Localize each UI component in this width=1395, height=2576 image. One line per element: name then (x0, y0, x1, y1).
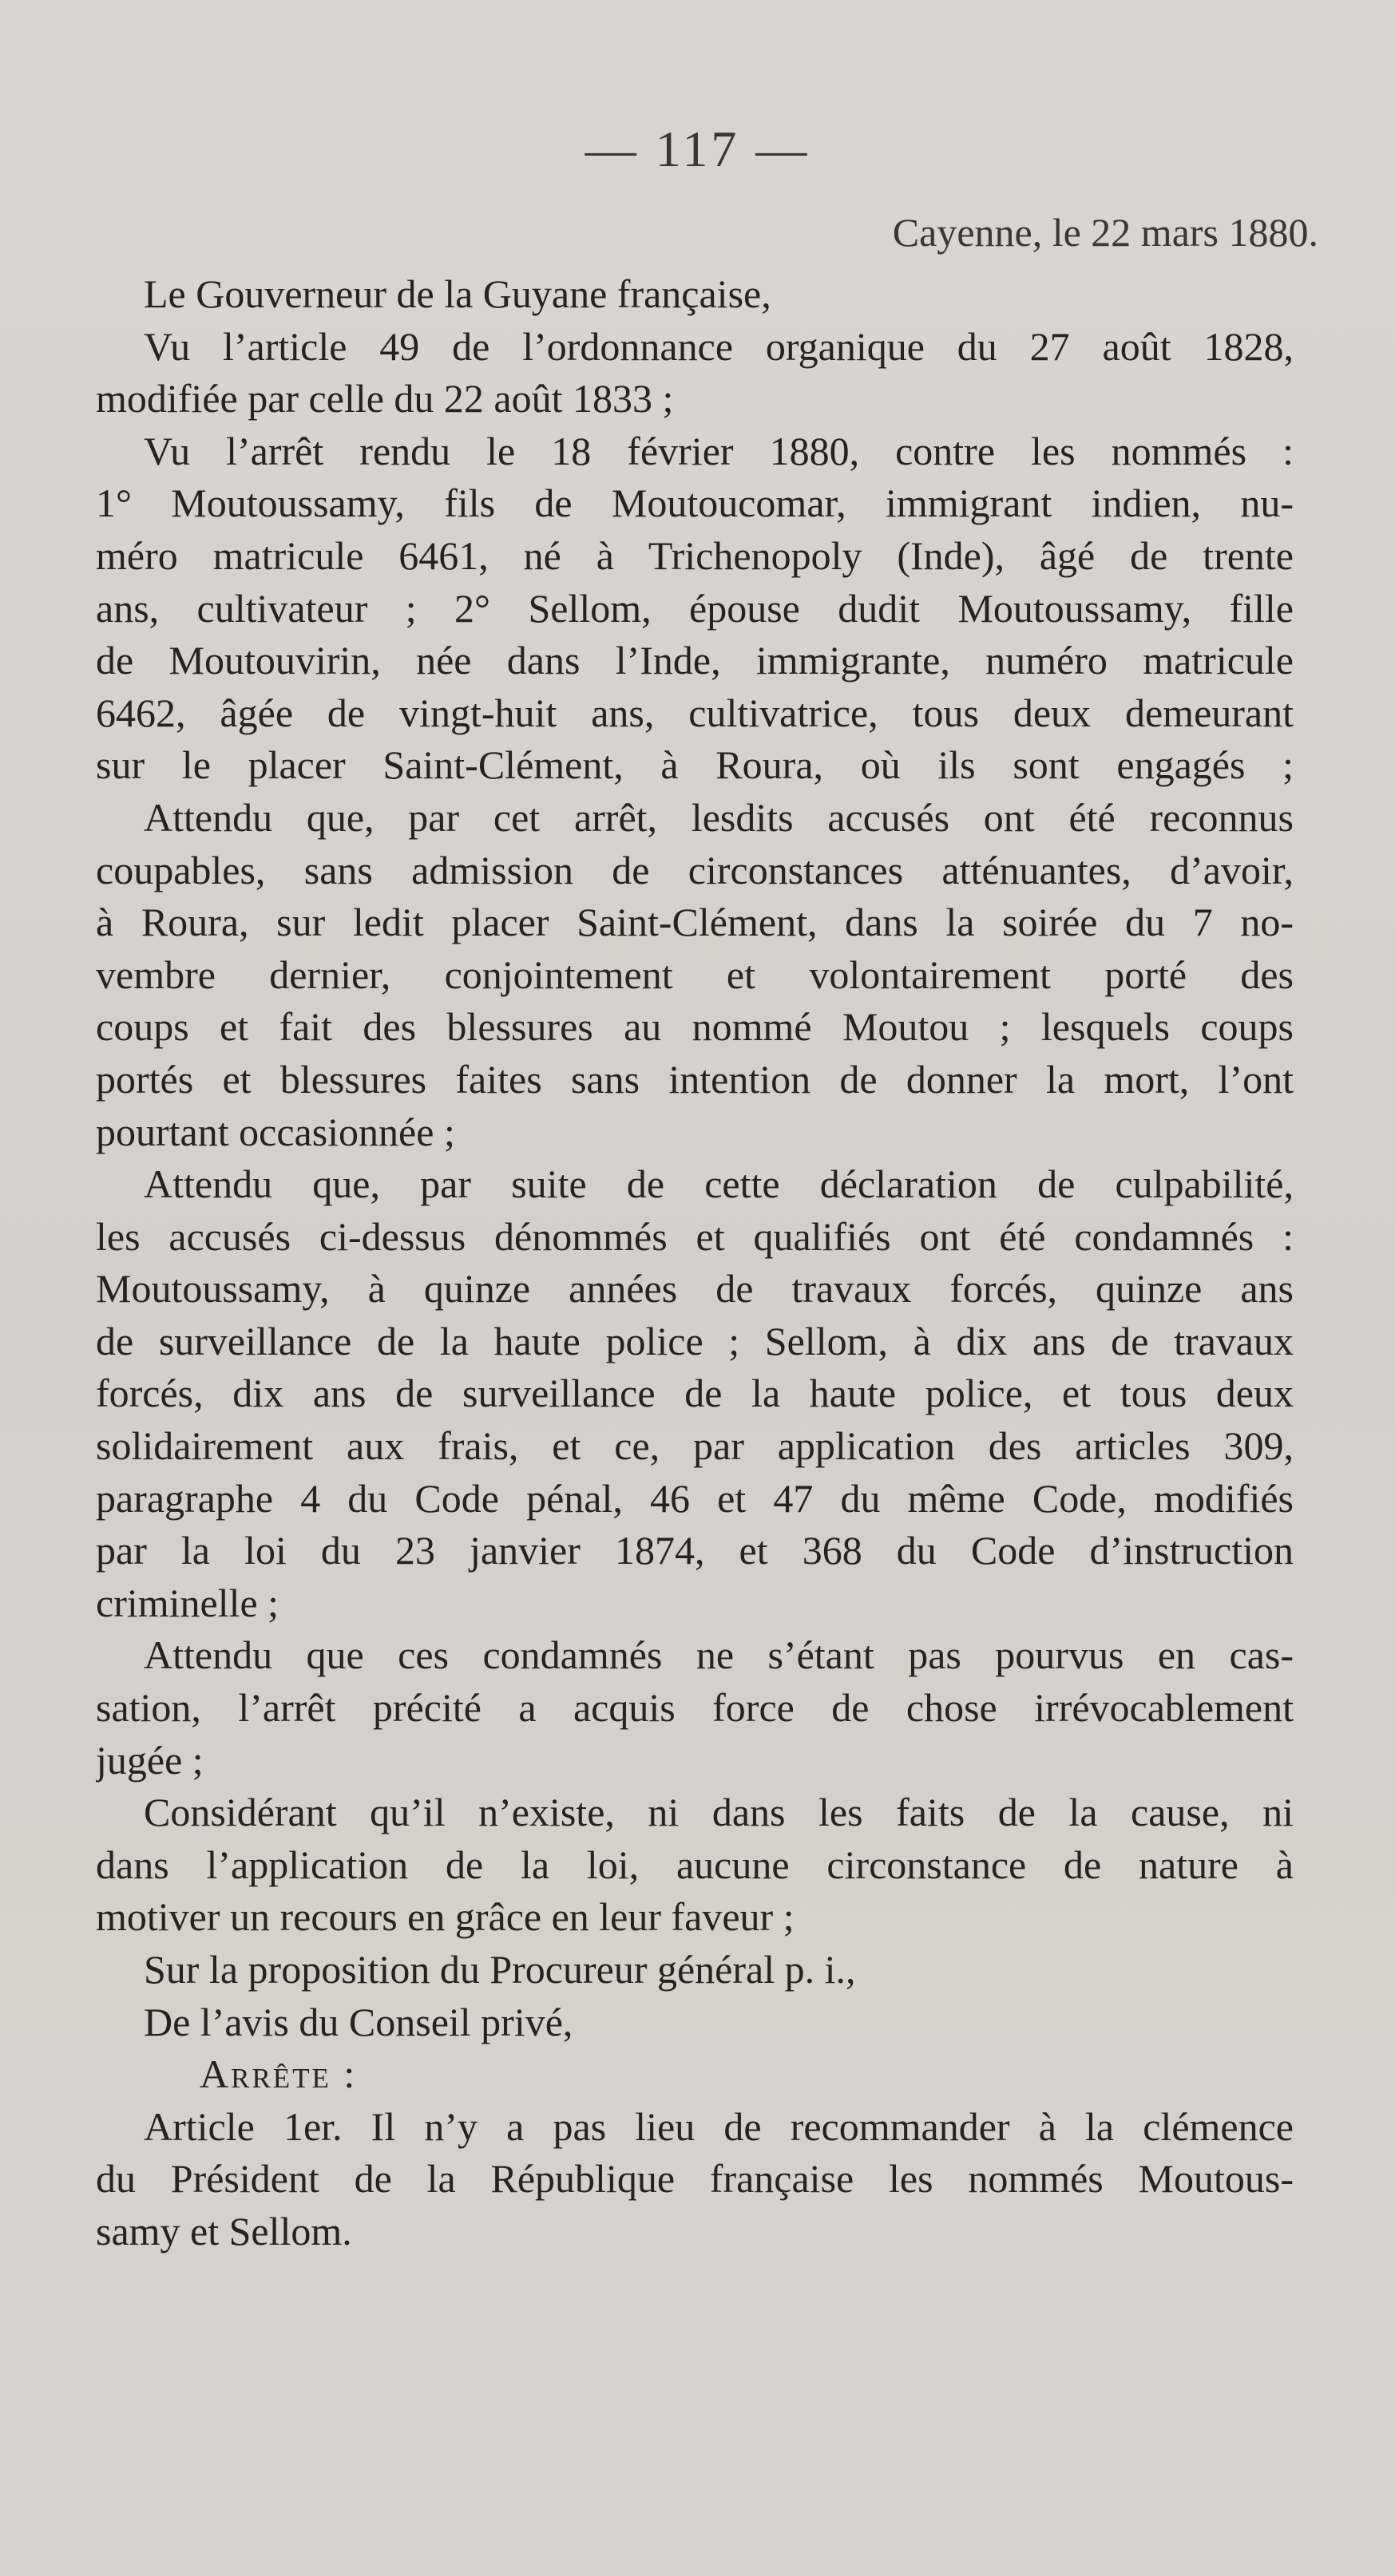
text-line: Vu l’article 49 de l’ordonnance organique du 27 août 1828, (144, 323, 1294, 369)
text-line: pourtant occasionnée ; (96, 1109, 455, 1154)
text-line: de Moutouvirin, née dans l’Inde, immigrante, numéro matricule (96, 638, 1294, 683)
text-line: du Président de la République française les nommés Moutous- (96, 2156, 1294, 2202)
text-line: 6462, âgée de vingt-huit ans, cultivatrice, tous deux demeurant (96, 690, 1294, 735)
text-line: vembre dernier, conjointement et volontairement porté des (96, 952, 1294, 997)
text-line: coupables, sans admission de circonstances atténuantes, d’avoir, (96, 847, 1294, 892)
text-line: Attendu que, par suite de cette déclaration de culpabilité, (144, 1161, 1294, 1207)
text-line: modifiée par celle du 22 août 1833 ; (96, 376, 674, 421)
text-line-article-1: Article 1er. Il n’y a pas lieu de recommander à la clémence (144, 2103, 1294, 2149)
text-line: samy et Sellom. (96, 2208, 352, 2254)
text-line: les accusés ci-dessus dénommés et qualifiés ont été condamnés : (96, 1213, 1294, 1259)
text-line: Attendu que, par cet arrêt, lesdits accusés ont été reconnus (144, 794, 1294, 840)
text-line-gouverneur: Le Gouverneur de la Guyane française, (144, 271, 771, 316)
text-line: de surveillance de la haute police ; Sellom, à dix ans de travaux (96, 1318, 1294, 1363)
text-line: méro matricule 6461, né à Trichenopoly (Inde), âgé de trente (96, 532, 1294, 578)
text-line: coups et fait des blessures au nommé Moutou ; lesquels coups (96, 1004, 1294, 1050)
text-line: par la loi du 23 janvier 1874, et 368 du Code d’instruction (96, 1528, 1294, 1573)
text-line: à Roura, sur ledit placer Saint-Clément, dans la soirée du 7 no- (96, 900, 1294, 945)
text-line: sur le placer Saint-Clément, à Roura, où ils sont engagés ; (96, 742, 1294, 788)
text-line: 1° Moutoussamy, fils de Moutoucomar, immigrant indien, nu- (96, 481, 1294, 526)
text-line: Attendu que ces condamnés ne s’étant pas pourvus en cas- (144, 1632, 1294, 1678)
page-number: — 117 — (585, 121, 810, 177)
text-line: Sur la proposition du Procureur général p. i., (144, 1947, 856, 1992)
text-line: Considérant qu’il n’existe, ni dans les faits de la cause, ni (144, 1790, 1294, 1835)
text-line: solidairement aux frais, et ce, par application des articles 309, (96, 1423, 1294, 1469)
text-line: paragraphe 4 du Code pénal, 46 et 47 du même Code, modifiés (96, 1475, 1294, 1521)
text-line: motiver un recours en grâce en leur faveur ; (96, 1894, 795, 1940)
text-line: criminelle ; (96, 1580, 279, 1625)
decree-text (96, 268, 1294, 2258)
dateline: Cayenne, le 22 mars 1880. (892, 210, 1318, 255)
text-line: sation, l’arrêt précité a acquis force de chose irrévocablement (96, 1685, 1294, 1731)
text-line: forcés, dix ans de surveillance de la haute police, et tous deux (96, 1371, 1294, 1416)
text-line: ans, cultivateur ; 2° Sellom, épouse dudit Moutoussamy, fille (96, 585, 1294, 631)
text-line: Vu l’arrêt rendu le 18 février 1880, contre les nommés : (144, 428, 1294, 473)
text-line: De l’avis du Conseil privé, (144, 1999, 573, 2044)
text-line: Moutoussamy, à quinze années de travaux forcés, quinze ans (96, 1266, 1294, 1312)
text-line: dans l’application de la loi, aucune circonstance de nature à (96, 1842, 1294, 1887)
text-line: jugée ; (96, 1737, 204, 1783)
text-line: portés et blessures faites sans intention de donner la mort, l’ont (96, 1056, 1294, 1102)
arrete-heading: Arrête : (200, 2052, 358, 2097)
